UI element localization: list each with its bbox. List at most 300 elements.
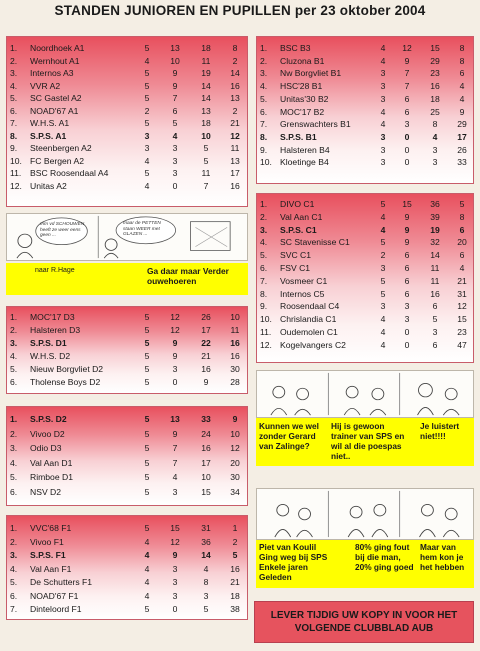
points-cell: 0 — [404, 144, 410, 155]
team-cell: Odio D3 — [30, 443, 62, 453]
goals-for-cell: 33 — [201, 414, 211, 424]
points-cell: 0 — [404, 339, 410, 350]
played-cell: 5 — [144, 118, 150, 128]
points-cell: 0 — [404, 131, 410, 142]
played-cell: 5 — [380, 275, 386, 286]
rank-cell: 2. — [260, 211, 268, 222]
points-cell: 3 — [172, 486, 178, 497]
goals-against-cell: 11 — [230, 143, 240, 153]
rank-cell: 12. — [260, 339, 272, 350]
rank-cell: 4. — [260, 81, 268, 92]
goals-for-cell: 11 — [201, 55, 211, 66]
goals-against-cell: 21 — [230, 118, 240, 128]
strip-3-caption-3: Maar van hem kon je het hebben — [420, 542, 465, 572]
goals-against-cell: 6 — [459, 68, 465, 79]
goals-for-cell: 16 — [430, 81, 440, 92]
table-row — [257, 67, 474, 80]
team-cell: VVC'68 F1 — [30, 523, 72, 533]
goals-against-cell: 16 — [230, 563, 240, 574]
standings-table-d2 — [6, 406, 248, 506]
played-cell: 5 — [144, 351, 150, 361]
points-cell: 3 — [404, 301, 410, 312]
goals-against-cell: 11 — [230, 325, 240, 335]
points-cell: 7 — [404, 68, 410, 79]
team-cell: BSC B3 — [280, 43, 311, 53]
standings-table-d1 — [6, 306, 248, 394]
team-cell: NSV D2 — [30, 486, 62, 497]
points-cell: 3 — [404, 119, 410, 130]
team-cell: Val Aan C1 — [280, 211, 323, 222]
rank-cell: 2. — [10, 325, 18, 335]
goals-for-cell: 17 — [201, 457, 211, 468]
team-cell: W.H.S. D2 — [30, 351, 71, 361]
points-cell: 9 — [172, 338, 178, 348]
goals-against-cell: 13 — [230, 155, 240, 166]
points-cell: 6 — [404, 275, 410, 286]
played-cell: 5 — [144, 428, 150, 439]
played-cell: 5 — [380, 288, 386, 299]
goals-for-cell: 5 — [203, 155, 209, 166]
points-cell: 7 — [172, 93, 178, 103]
goals-against-cell: 1 — [232, 523, 238, 533]
team-cell: S.P.S. D1 — [30, 338, 67, 348]
team-cell: Internos C5 — [280, 288, 325, 299]
played-cell: 5 — [144, 80, 150, 91]
goals-for-cell: 16 — [430, 288, 440, 299]
team-cell: Roosendaal C4 — [280, 301, 340, 312]
table-row — [257, 262, 474, 275]
rank-cell: 1. — [10, 312, 18, 322]
points-cell: 9 — [172, 428, 178, 439]
rank-cell: 2. — [260, 55, 268, 66]
goals-against-cell: 30 — [230, 364, 240, 374]
goals-against-cell: 5 — [232, 550, 238, 560]
points-cell: 9 — [404, 55, 410, 66]
played-cell: 3 — [380, 262, 386, 273]
team-cell: Oudemolen C1 — [280, 326, 338, 337]
points-cell: 3 — [172, 364, 178, 374]
goals-for-cell: 14 — [430, 250, 440, 261]
team-cell: MOC'17 B2 — [280, 106, 325, 117]
standings-grid-a — [7, 42, 248, 192]
table-row — [7, 167, 248, 180]
goals-for-cell: 5 — [432, 314, 438, 325]
goals-for-cell: 22 — [201, 338, 211, 348]
played-cell: 4 — [380, 119, 386, 130]
goals-against-cell: 2 — [232, 105, 238, 116]
table-row — [7, 105, 248, 118]
points-cell: 0 — [172, 604, 178, 614]
standings-table-c — [256, 193, 474, 363]
goals-for-cell: 3 — [432, 144, 438, 155]
table-row — [7, 155, 248, 168]
team-cell: Dinteloord F1 — [30, 604, 82, 614]
points-cell: 3 — [404, 314, 410, 325]
rank-cell: 3. — [10, 68, 18, 78]
goals-against-cell: 12 — [457, 301, 467, 312]
rank-cell: 10. — [260, 314, 272, 325]
goals-against-cell: 8 — [459, 55, 465, 66]
team-cell: Nw Borgvliet B1 — [280, 68, 342, 79]
goals-for-cell: 16 — [201, 364, 211, 374]
table-row — [7, 311, 248, 324]
goals-against-cell: 8 — [232, 43, 238, 53]
played-cell: 3 — [380, 157, 386, 168]
goals-against-cell: 12 — [230, 443, 240, 453]
rank-cell: 3. — [260, 224, 268, 235]
played-cell: 4 — [144, 563, 150, 574]
rank-cell: 5. — [260, 250, 268, 261]
points-cell: 13 — [170, 414, 180, 424]
points-cell: 12 — [170, 536, 180, 547]
table-row — [7, 363, 248, 376]
rank-cell: 7. — [260, 275, 268, 286]
points-cell: 0 — [172, 377, 178, 387]
points-cell: 10 — [170, 55, 180, 66]
rank-cell: 1. — [10, 523, 18, 533]
rank-cell: 11. — [260, 326, 272, 337]
points-cell: 13 — [170, 43, 180, 53]
points-cell: 9 — [172, 68, 178, 78]
goals-for-cell: 14 — [201, 93, 211, 103]
points-cell: 6 — [404, 288, 410, 299]
cartoon-panel-3 — [256, 488, 474, 540]
table-row — [7, 576, 248, 590]
goals-for-cell: 4 — [203, 563, 209, 574]
points-cell: 9 — [172, 351, 178, 361]
rank-cell: 11. — [10, 168, 22, 178]
goals-against-cell: 13 — [230, 93, 240, 103]
played-cell: 5 — [144, 377, 150, 387]
played-cell: 4 — [144, 155, 150, 166]
rank-cell: 7. — [260, 119, 268, 130]
team-cell: Grenswachters B1 — [280, 119, 351, 130]
strip-1-credit: naar R.Hage — [35, 267, 75, 274]
table-row — [7, 350, 248, 363]
goals-against-cell: 18 — [230, 590, 240, 601]
goals-for-cell: 18 — [201, 43, 211, 53]
points-cell: 4 — [172, 130, 178, 141]
table-row — [257, 249, 474, 262]
rank-cell: 6. — [260, 262, 268, 273]
goals-for-cell: 14 — [201, 550, 211, 560]
played-cell: 5 — [144, 68, 150, 78]
played-cell: 4 — [380, 326, 386, 337]
rank-cell: 8. — [260, 131, 268, 142]
rank-cell: 7. — [10, 604, 18, 614]
strip-1-caption: Ga daar maar Verder ouwehoeren — [147, 266, 229, 286]
goals-for-cell: 4 — [432, 131, 438, 142]
goals-against-cell: 6 — [459, 224, 465, 235]
goals-against-cell: 23 — [457, 326, 467, 337]
points-cell: 9 — [404, 237, 410, 248]
team-cell: HSC'28 B1 — [280, 81, 323, 92]
goals-against-cell: 16 — [230, 180, 240, 191]
goals-for-cell: 6 — [432, 339, 438, 350]
goals-for-cell: 3 — [432, 326, 438, 337]
page-title: STANDEN JUNIOREN EN PUPILLEN per 23 oktober 2004 — [54, 3, 426, 18]
goals-for-cell: 18 — [201, 118, 211, 128]
goals-against-cell: 21 — [457, 275, 467, 286]
goals-against-cell: 4 — [459, 93, 465, 104]
team-cell: S.P.S. A1 — [30, 130, 67, 141]
goals-for-cell: 6 — [432, 301, 438, 312]
rank-cell: 8. — [10, 130, 18, 141]
goals-for-cell: 24 — [201, 428, 211, 439]
team-cell: Noordhoek A1 — [30, 43, 85, 53]
goals-for-cell: 8 — [203, 577, 209, 587]
table-row — [257, 144, 474, 157]
goals-for-cell: 15 — [201, 486, 211, 497]
played-cell: 4 — [380, 55, 386, 66]
rank-cell: 1. — [260, 199, 268, 209]
goals-for-cell: 17 — [201, 325, 211, 335]
played-cell: 4 — [380, 314, 386, 325]
goals-for-cell: 9 — [203, 377, 209, 387]
played-cell: 5 — [380, 199, 386, 209]
rank-cell: 4. — [10, 457, 18, 468]
goals-for-cell: 36 — [201, 536, 211, 547]
goals-against-cell: 10 — [230, 312, 240, 322]
table-row — [7, 522, 248, 536]
team-cell: Halsteren B4 — [280, 144, 330, 155]
team-cell: NOAD'67 A1 — [30, 105, 79, 116]
cartoon-1-bubble-right: maar de PETTEN staan WEER met GLAZEN ... — [123, 221, 161, 237]
cartoon-panel-2 — [256, 370, 474, 418]
points-cell: 9 — [172, 550, 178, 560]
team-cell: Wernhout A1 — [30, 55, 80, 66]
table-row — [7, 441, 248, 456]
team-cell: Internos A3 — [30, 68, 74, 78]
goals-for-cell: 7 — [203, 180, 209, 191]
points-cell: 6 — [404, 250, 410, 261]
played-cell: 3 — [144, 143, 150, 153]
goals-for-cell: 26 — [201, 312, 211, 322]
standings-grid-b — [257, 42, 474, 169]
team-cell: Steenbergen A2 — [30, 143, 92, 153]
table-row — [257, 211, 474, 224]
cartoon-panel-1 — [6, 213, 248, 261]
table-row — [257, 313, 474, 326]
goals-for-cell: 19 — [430, 224, 440, 235]
points-cell: 15 — [402, 199, 412, 209]
played-cell: 5 — [144, 457, 150, 468]
rank-cell: 2. — [10, 428, 18, 439]
goals-against-cell: 17 — [457, 131, 467, 142]
table-row — [257, 275, 474, 288]
table-row — [257, 300, 474, 313]
goals-against-cell: 17 — [230, 168, 240, 178]
rank-cell: 8. — [260, 288, 268, 299]
strip-3-caption-2: 80% ging fout bij die man, 20% ging goed — [355, 542, 414, 572]
goals-against-cell: 6 — [459, 250, 465, 261]
played-cell: 5 — [144, 523, 150, 533]
goals-for-cell: 32 — [430, 237, 440, 248]
table-row — [7, 92, 248, 105]
team-cell: Unitas A2 — [30, 180, 67, 191]
played-cell: 4 — [380, 339, 386, 350]
team-cell: SC Gastel A2 — [30, 93, 82, 103]
table-row — [7, 412, 248, 427]
points-cell: 6 — [404, 93, 410, 104]
table-row — [7, 337, 248, 350]
table-row — [257, 42, 474, 55]
rank-cell: 1. — [10, 414, 18, 424]
rank-cell: 9. — [10, 143, 18, 153]
standings-grid-c — [257, 198, 474, 352]
table-row — [7, 142, 248, 155]
goals-against-cell: 2 — [232, 55, 238, 66]
points-cell: 6 — [172, 105, 178, 116]
strip-2-caption-3: Je luistert niet!!!! — [420, 421, 460, 441]
team-cell: Cluzona B1 — [280, 55, 325, 66]
table-row — [257, 156, 474, 169]
played-cell: 4 — [380, 43, 386, 53]
played-cell: 5 — [144, 312, 150, 322]
goals-against-cell: 34 — [230, 486, 240, 497]
table-row — [7, 470, 248, 485]
standings-grid-f — [7, 522, 248, 617]
table-row — [257, 236, 474, 249]
points-cell: 7 — [404, 81, 410, 92]
played-cell: 5 — [380, 237, 386, 248]
goals-for-cell: 10 — [201, 130, 211, 141]
goals-against-cell: 16 — [230, 338, 240, 348]
team-cell: SVC C1 — [280, 250, 312, 261]
table-row — [7, 536, 248, 550]
played-cell: 3 — [144, 130, 150, 141]
points-cell: 6 — [404, 106, 410, 117]
goals-against-cell: 9 — [459, 106, 465, 117]
goals-for-cell: 13 — [201, 105, 211, 116]
team-cell: FSV C1 — [280, 262, 311, 273]
goals-against-cell: 4 — [459, 262, 465, 273]
strip-2-caption-1: Kunnen we wel zonder Gerard van Zalinge? — [259, 421, 319, 451]
goals-for-cell: 31 — [201, 523, 211, 533]
team-cell: Val Aan F1 — [30, 563, 72, 574]
points-cell: 9 — [404, 211, 410, 222]
table-row — [257, 118, 474, 131]
played-cell: 4 — [144, 577, 150, 587]
played-cell: 4 — [380, 224, 386, 235]
points-cell: 12 — [170, 312, 180, 322]
rank-cell: 6. — [10, 590, 18, 601]
points-cell: 0 — [404, 326, 410, 337]
table-row — [7, 456, 248, 471]
played-cell: 5 — [144, 364, 150, 374]
goals-against-cell: 26 — [457, 144, 467, 155]
cartoon-1-bubble-left: mm vd SCHOUWEN heeft ze weer eens geen ... — [40, 222, 85, 238]
goals-against-cell: 31 — [457, 288, 467, 299]
goals-against-cell: 15 — [457, 314, 467, 325]
played-cell: 4 — [144, 550, 150, 560]
goals-for-cell: 5 — [203, 143, 209, 153]
table-row — [7, 180, 248, 193]
team-cell: Halsteren D3 — [30, 325, 81, 335]
played-cell: 4 — [144, 180, 150, 191]
table-row — [257, 55, 474, 68]
cartoon-drawing-2 — [257, 371, 473, 417]
team-cell: S.P.S. D2 — [30, 414, 67, 424]
played-cell: 2 — [380, 250, 386, 261]
rank-cell: 3. — [10, 338, 18, 348]
goals-for-cell: 10 — [201, 472, 211, 482]
goals-for-cell: 11 — [430, 262, 440, 273]
team-cell: Val Aan D1 — [30, 457, 73, 468]
goals-against-cell: 38 — [230, 604, 240, 614]
team-cell: BSC Roosendaal A4 — [30, 168, 109, 178]
standings-table-b — [256, 36, 474, 184]
rank-cell: 4. — [260, 237, 268, 248]
played-cell: 5 — [144, 325, 150, 335]
table-row — [7, 427, 248, 442]
goals-against-cell: 28 — [230, 377, 240, 387]
played-cell: 4 — [380, 106, 386, 117]
team-cell: Chrislandia C1 — [280, 314, 337, 325]
played-cell: 5 — [144, 472, 150, 482]
played-cell: 4 — [144, 536, 150, 547]
goals-against-cell: 30 — [230, 472, 240, 482]
table-row — [7, 590, 248, 604]
goals-for-cell: 15 — [430, 43, 440, 53]
played-cell: 5 — [144, 93, 150, 103]
table-row — [257, 339, 474, 352]
rank-cell: 5. — [260, 93, 268, 104]
team-cell: SC Stavenisse C1 — [280, 237, 350, 248]
goals-against-cell: 5 — [459, 199, 465, 209]
strip-3-caption-1: Piet van Koulil Ging weg bij SPS Enkele jaren Geleden — [259, 542, 328, 582]
table-row — [257, 106, 474, 119]
team-cell: Vivoo D2 — [30, 428, 65, 439]
goals-against-cell: 20 — [230, 457, 240, 468]
goals-for-cell: 11 — [430, 275, 440, 286]
goals-against-cell: 16 — [230, 80, 240, 91]
table-row — [257, 131, 474, 144]
goals-against-cell: 4 — [459, 81, 465, 92]
standings-grid-d1 — [7, 311, 248, 389]
table-row — [257, 93, 474, 106]
rank-cell: 5. — [10, 472, 18, 482]
goals-against-cell: 20 — [457, 237, 467, 248]
rank-cell: 10. — [10, 155, 22, 166]
goals-for-cell: 36 — [430, 199, 440, 209]
rank-cell: 12. — [10, 180, 22, 191]
table-row — [257, 80, 474, 93]
team-cell: Kogelvangers C2 — [280, 339, 346, 350]
played-cell: 2 — [144, 105, 150, 116]
rank-cell: 4. — [10, 563, 18, 574]
table-row — [7, 603, 248, 617]
standings-table-a — [6, 36, 248, 207]
team-cell: W.H.S. A1 — [30, 118, 70, 128]
played-cell: 3 — [380, 144, 386, 155]
goals-for-cell: 3 — [432, 157, 438, 168]
team-cell: Tholense Boys D2 — [30, 377, 101, 387]
goals-against-cell: 33 — [457, 157, 467, 168]
points-cell: 3 — [172, 590, 178, 601]
goals-for-cell: 8 — [432, 119, 438, 130]
played-cell: 3 — [380, 81, 386, 92]
table-row — [257, 198, 474, 211]
team-cell: Nieuw Borgvliet D2 — [30, 364, 104, 374]
team-cell: Unitas'30 B2 — [280, 93, 329, 104]
rank-cell: 2. — [10, 55, 18, 66]
table-row — [7, 55, 248, 68]
played-cell: 4 — [144, 55, 150, 66]
points-cell: 9 — [172, 80, 178, 91]
played-cell: 4 — [144, 590, 150, 601]
table-row — [257, 326, 474, 339]
